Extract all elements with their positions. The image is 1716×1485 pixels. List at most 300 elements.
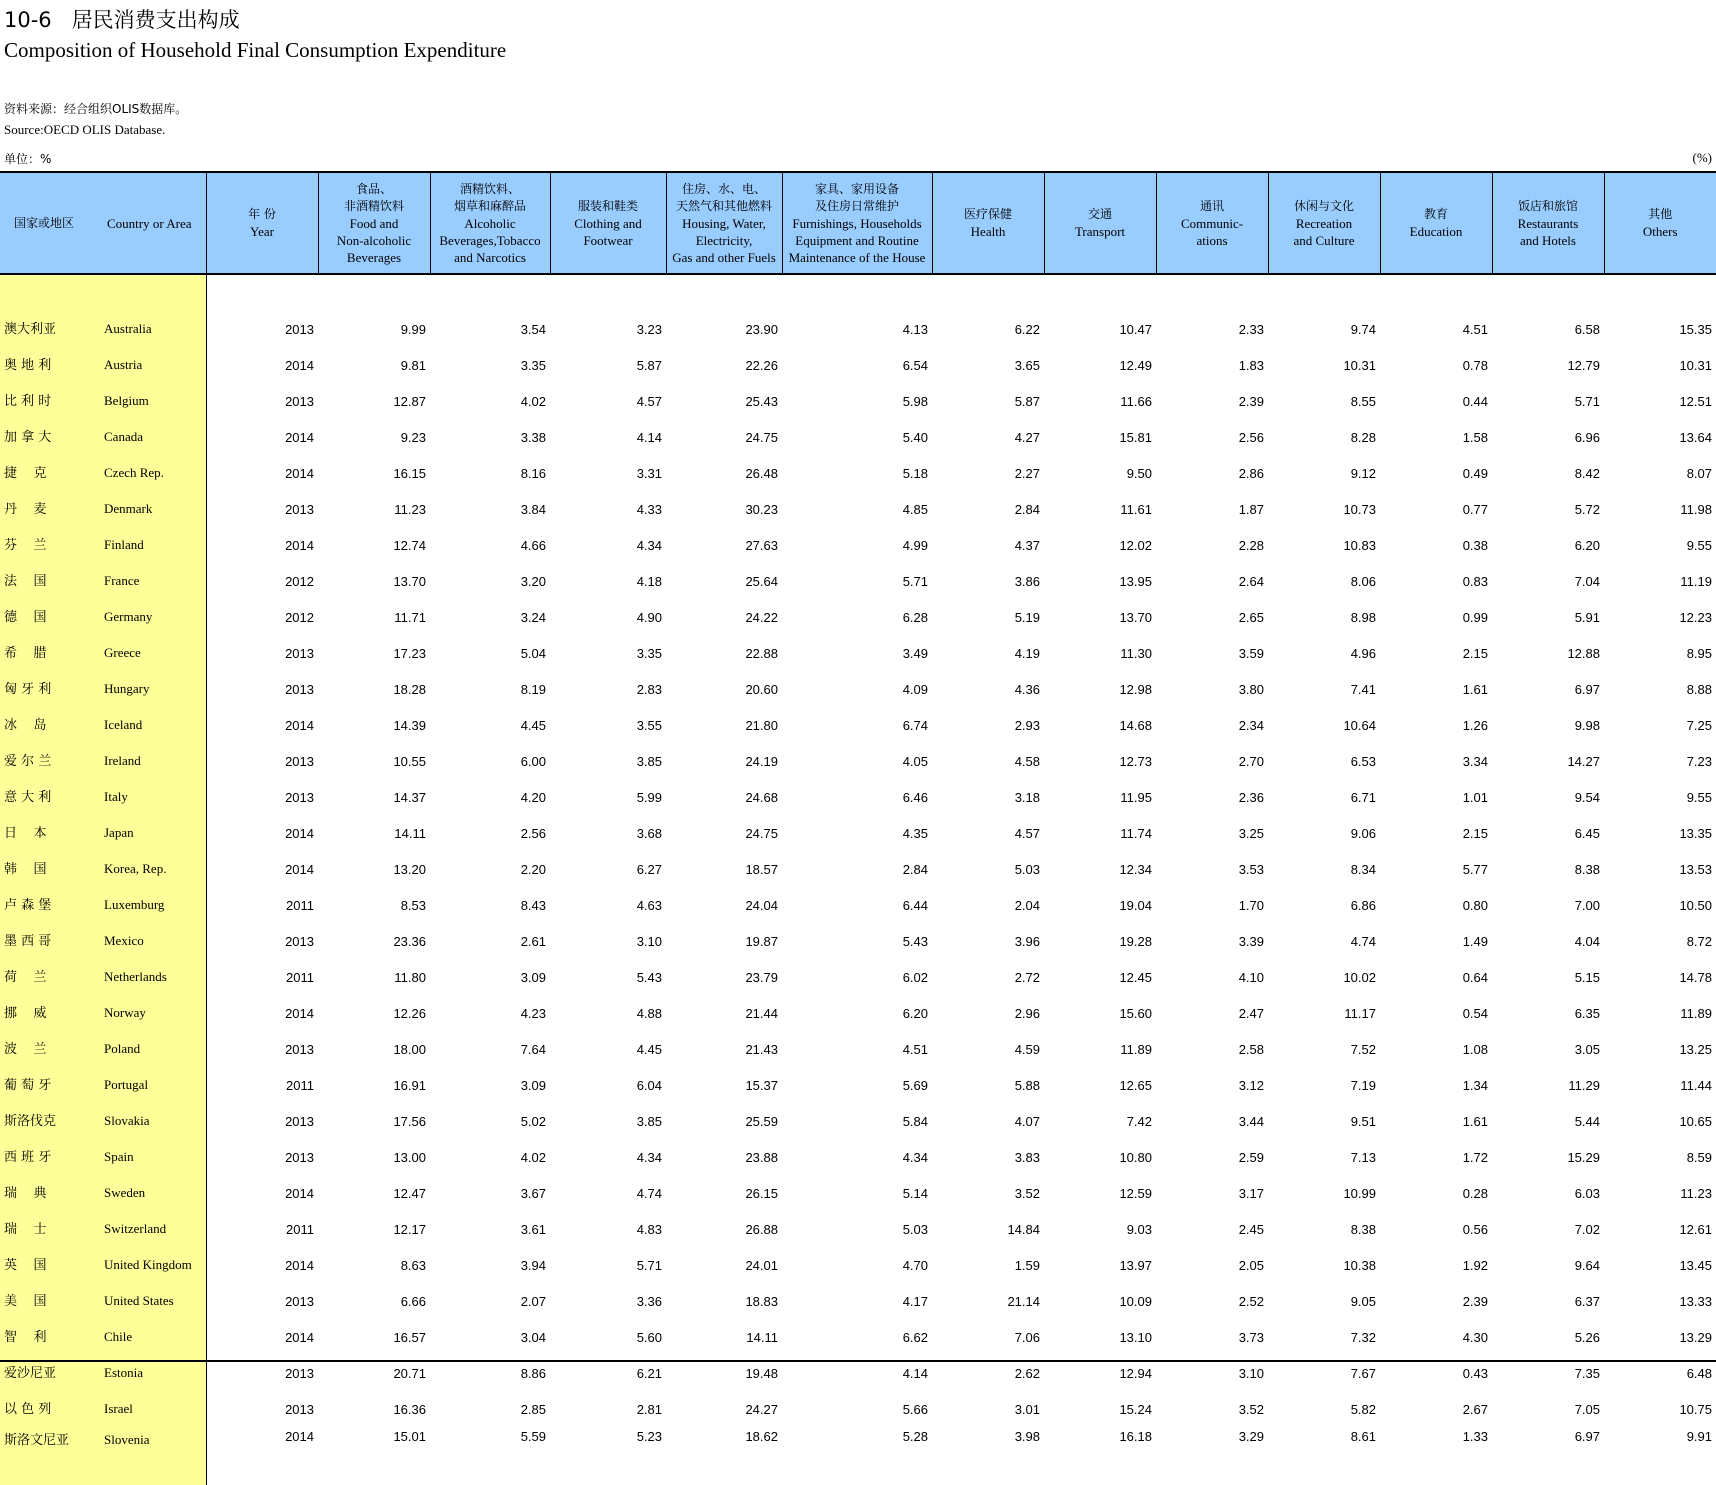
value-cell: 8.42 <box>1574 466 1600 481</box>
value-cell: 19.48 <box>745 1366 778 1381</box>
table-row <box>0 1241 1716 1277</box>
value-cell: 7.05 <box>1574 1402 1600 1417</box>
value-cell: 4.63 <box>636 898 662 913</box>
value-cell: 27.63 <box>745 538 778 553</box>
country-name-cn: 冰 岛 <box>4 718 47 733</box>
value-cell: 12.02 <box>1119 538 1152 553</box>
value-cell: 6.28 <box>902 610 928 625</box>
country-name-en: United States <box>104 1293 174 1308</box>
country-cell <box>0 1025 206 1061</box>
value-cell: 5.03 <box>1014 862 1040 877</box>
country-name-en: Spain <box>104 1149 134 1164</box>
value-cell: 4.51 <box>902 1042 928 1057</box>
value-cell: 15.01 <box>393 1429 426 1444</box>
value-cell: 10.80 <box>1119 1150 1152 1165</box>
value-cell: 12.47 <box>393 1186 426 1201</box>
value-cell: 25.43 <box>745 394 778 409</box>
value-cell: 12.74 <box>393 538 426 553</box>
value-cell: 23.90 <box>745 322 778 337</box>
value-cell: 4.37 <box>1014 538 1040 553</box>
country-name-cn: 美 国 <box>4 1294 47 1309</box>
table-row <box>0 1349 1716 1385</box>
value-cell: 4.14 <box>636 430 662 445</box>
header-category-en: Non-alcoholic <box>336 232 412 248</box>
table-row <box>0 1097 1716 1133</box>
year-cell: 2011 <box>286 898 314 913</box>
value-cell: 3.36 <box>636 1294 662 1309</box>
value-cell: 3.49 <box>902 646 928 661</box>
value-cell: 3.67 <box>520 1186 546 1201</box>
value-cell: 3.44 <box>1238 1114 1264 1129</box>
country-name-cn: 瑞 士 <box>4 1222 47 1237</box>
value-cell: 8.16 <box>520 466 546 481</box>
value-cell: 4.70 <box>902 1258 928 1273</box>
value-cell: 7.02 <box>1574 1222 1600 1237</box>
header-category-en: Alcoholic <box>464 215 516 231</box>
value-cell: 16.15 <box>393 466 426 481</box>
value-cell: 5.04 <box>520 646 546 661</box>
country-cell <box>0 1061 206 1097</box>
value-cell: 8.72 <box>1686 934 1712 949</box>
value-cell: 7.13 <box>1350 1150 1376 1165</box>
value-cell: 21.43 <box>745 1042 778 1057</box>
value-cell: 3.34 <box>1462 754 1488 769</box>
value-cell: 10.55 <box>393 754 426 769</box>
value-cell: 23.88 <box>745 1150 778 1165</box>
value-cell: 9.55 <box>1686 790 1712 805</box>
value-cell: 14.68 <box>1119 718 1152 733</box>
value-cell: 6.27 <box>636 862 662 877</box>
unit-label-right: (%) <box>1692 150 1712 165</box>
header-category-8 <box>1268 172 1380 274</box>
header-category-cn: 住房、水、电、 <box>681 181 766 196</box>
country-cell <box>0 593 206 629</box>
value-cell: 4.58 <box>1014 754 1040 769</box>
value-cell: 7.00 <box>1574 898 1600 913</box>
country-cell <box>0 1169 206 1205</box>
value-cell: 2.86 <box>1238 466 1264 481</box>
country-name-cn: 葡 萄 牙 <box>4 1078 52 1093</box>
country-name-en: Belgium <box>104 393 149 408</box>
value-cell: 11.95 <box>1120 790 1152 805</box>
country-cell <box>0 809 206 845</box>
country-cell <box>0 917 206 953</box>
header-category-en: Maintenance of the House <box>788 249 926 265</box>
country-cell <box>0 1241 206 1277</box>
year-cell: 2014 <box>285 466 314 481</box>
country-name-cn: 瑞 典 <box>4 1186 47 1201</box>
year-cell: 2013 <box>285 790 314 805</box>
country-name-cn: 挪 威 <box>4 1006 47 1021</box>
value-cell: 2.84 <box>902 862 928 877</box>
country-cell <box>0 449 206 485</box>
year-cell: 2013 <box>285 754 314 769</box>
value-cell: 10.83 <box>1343 538 1376 553</box>
value-cell: 9.74 <box>1350 322 1376 337</box>
country-name-en: Chile <box>104 1329 133 1344</box>
value-cell: 5.82 <box>1350 1402 1376 1417</box>
country-cell <box>0 341 206 377</box>
value-cell: 19.04 <box>1119 898 1152 913</box>
table-row <box>0 917 1716 953</box>
country-cell <box>0 701 206 737</box>
country-cell <box>0 521 206 557</box>
table-row <box>0 485 1716 521</box>
value-cell: 10.47 <box>1119 322 1152 337</box>
value-cell: 12.45 <box>1119 970 1152 985</box>
header-category-cn: 天然气和其他燃料 <box>675 198 772 213</box>
value-cell: 2.64 <box>1238 574 1264 589</box>
value-cell: 1.33 <box>1462 1429 1488 1444</box>
value-cell: 13.97 <box>1119 1258 1152 1273</box>
country-cell <box>0 305 206 341</box>
country-name-en: Switzerland <box>104 1221 167 1236</box>
value-cell: 2.15 <box>1462 646 1488 661</box>
value-cell: 8.95 <box>1686 646 1712 661</box>
value-cell: 2.56 <box>520 826 546 841</box>
value-cell: 5.71 <box>1574 394 1600 409</box>
country-cell <box>0 953 206 989</box>
value-cell: 24.75 <box>745 430 778 445</box>
value-cell: 2.65 <box>1238 610 1264 625</box>
value-cell: 12.73 <box>1119 754 1152 769</box>
value-cell: 24.04 <box>745 898 778 913</box>
header-category-en: Health <box>970 224 1006 239</box>
value-cell: 11.19 <box>1680 574 1712 589</box>
value-cell: 16.36 <box>393 1402 426 1417</box>
value-cell: 4.30 <box>1462 1330 1488 1345</box>
value-cell: 5.72 <box>1574 502 1600 517</box>
value-cell: 5.69 <box>902 1078 928 1093</box>
value-cell: 9.06 <box>1350 826 1376 841</box>
country-cell <box>0 1277 206 1313</box>
table-row <box>0 1385 1716 1421</box>
value-cell: 10.31 <box>1343 358 1376 373</box>
value-cell: 5.77 <box>1462 862 1488 877</box>
value-cell: 5.43 <box>902 934 928 949</box>
country-name-en: Austria <box>104 357 143 372</box>
value-cell: 5.15 <box>1574 970 1600 985</box>
unit-label-cn: 单位：% <box>4 152 52 166</box>
value-cell: 15.29 <box>1567 1150 1600 1165</box>
table-row <box>0 1061 1716 1097</box>
value-cell: 5.23 <box>636 1429 662 1444</box>
value-cell: 4.05 <box>902 754 928 769</box>
value-cell: 8.61 <box>1350 1429 1376 1444</box>
value-cell: 12.59 <box>1119 1186 1152 1201</box>
country-cell <box>0 1313 206 1349</box>
table-row <box>0 881 1716 917</box>
value-cell: 4.04 <box>1574 934 1600 949</box>
value-cell: 7.04 <box>1574 574 1600 589</box>
value-cell: 3.25 <box>1238 826 1264 841</box>
value-cell: 3.24 <box>520 610 546 625</box>
table-row <box>0 305 1716 341</box>
value-cell: 2.81 <box>636 1402 662 1417</box>
value-cell: 8.55 <box>1350 394 1376 409</box>
country-name-en: Norway <box>104 1005 146 1020</box>
value-cell: 2.07 <box>520 1294 546 1309</box>
value-cell: 24.22 <box>745 610 778 625</box>
header-category-cn: 非酒精饮料 <box>343 198 404 213</box>
header-category-en: Restaurants <box>1517 215 1579 231</box>
header-category-cn: 交通 <box>1087 207 1112 221</box>
page-title-en: Composition of Household Final Consumption Expenditure <box>4 38 507 62</box>
value-cell: 7.41 <box>1350 682 1376 697</box>
value-cell: 11.29 <box>1568 1078 1600 1093</box>
value-cell: 21.14 <box>1007 1294 1040 1309</box>
country-cell <box>0 413 206 449</box>
value-cell: 9.54 <box>1574 790 1600 805</box>
value-cell: 13.35 <box>1679 826 1712 841</box>
value-cell: 8.43 <box>520 898 546 913</box>
country-name-en: Canada <box>104 429 143 444</box>
value-cell: 6.22 <box>1014 322 1040 337</box>
value-cell: 11.89 <box>1680 1006 1712 1021</box>
country-name-cn: 法 国 <box>4 574 47 589</box>
value-cell: 6.37 <box>1574 1294 1600 1309</box>
value-cell: 4.57 <box>636 394 662 409</box>
value-cell: 2.85 <box>520 1402 546 1417</box>
country-name-en: Hungary <box>104 681 150 696</box>
year-cell: 2013 <box>285 394 314 409</box>
table-row <box>0 1025 1716 1061</box>
value-cell: 22.26 <box>745 358 778 373</box>
value-cell: 4.14 <box>902 1366 928 1381</box>
value-cell: 2.61 <box>520 934 546 949</box>
value-cell: 16.57 <box>393 1330 426 1345</box>
value-cell: 9.64 <box>1574 1258 1600 1273</box>
value-cell: 4.33 <box>636 502 662 517</box>
value-cell: 5.71 <box>636 1258 662 1273</box>
value-cell: 3.84 <box>520 502 546 517</box>
value-cell: 3.31 <box>636 466 662 481</box>
value-cell: 18.28 <box>393 682 426 697</box>
value-cell: 8.88 <box>1686 682 1712 697</box>
header-category-en: and Narcotics <box>454 249 526 265</box>
table-row <box>0 629 1716 665</box>
header-category-4 <box>782 172 932 274</box>
value-cell: 11.23 <box>1680 1186 1712 1201</box>
country-name-cn: 卢 森 堡 <box>4 898 52 913</box>
value-cell: 10.38 <box>1343 1258 1376 1273</box>
value-cell: 3.38 <box>520 430 546 445</box>
value-cell: 3.20 <box>520 574 546 589</box>
header-category-en: and Culture <box>1293 232 1355 248</box>
value-cell: 1.58 <box>1462 430 1488 445</box>
header-category-7 <box>1156 172 1268 274</box>
table-row <box>0 1277 1716 1313</box>
value-cell: 6.97 <box>1574 682 1600 697</box>
value-cell: 24.01 <box>745 1258 778 1273</box>
value-cell: 6.62 <box>902 1330 928 1345</box>
value-cell: 11.23 <box>394 502 426 517</box>
header-category-5 <box>932 172 1044 274</box>
value-cell: 12.23 <box>1679 610 1712 625</box>
value-cell: 9.99 <box>400 322 426 337</box>
year-cell: 2014 <box>285 1429 314 1444</box>
value-cell: 3.39 <box>1238 934 1264 949</box>
value-cell: 5.03 <box>902 1222 928 1237</box>
value-cell: 4.07 <box>1014 1114 1040 1129</box>
value-cell: 2.52 <box>1238 1294 1264 1309</box>
country-cell <box>0 845 206 881</box>
country-name-en: United Kingdom <box>104 1257 192 1272</box>
value-cell: 3.86 <box>1014 574 1040 589</box>
value-cell: 5.99 <box>636 790 662 805</box>
value-cell: 5.91 <box>1574 610 1600 625</box>
value-cell: 1.83 <box>1238 358 1264 373</box>
year-cell: 2014 <box>285 1330 314 1345</box>
value-cell: 4.09 <box>902 682 928 697</box>
table-row <box>0 377 1716 413</box>
header-category-0 <box>318 172 430 274</box>
value-cell: 4.35 <box>902 826 928 841</box>
header-category-cn: 通讯 <box>1199 198 1224 213</box>
value-cell: 10.65 <box>1679 1114 1712 1129</box>
value-cell: 1.87 <box>1238 502 1264 517</box>
value-cell: 5.40 <box>902 430 928 445</box>
value-cell: 2.28 <box>1238 538 1264 553</box>
value-cell: 4.59 <box>1014 1042 1040 1057</box>
value-cell: 6.20 <box>902 1006 928 1021</box>
country-name-cn: 韩 国 <box>4 862 47 877</box>
year-cell: 2013 <box>285 1402 314 1417</box>
value-cell: 4.57 <box>1014 826 1040 841</box>
header-category-en: Footwear <box>583 232 633 248</box>
value-cell: 2.39 <box>1238 394 1264 409</box>
country-name-en: Ireland <box>104 753 141 768</box>
country-name-cn: 斯洛文尼亚 <box>4 1433 70 1448</box>
value-cell: 9.51 <box>1350 1114 1376 1129</box>
value-cell: 2.27 <box>1014 466 1040 481</box>
country-name-cn: 智 利 <box>4 1330 47 1345</box>
header-country <box>0 172 206 274</box>
header-category-en: Communic- <box>1180 215 1244 231</box>
value-cell: 8.98 <box>1350 610 1376 625</box>
value-cell: 18.00 <box>393 1042 426 1057</box>
value-cell: 30.23 <box>745 502 778 517</box>
value-cell: 13.95 <box>1119 574 1152 589</box>
country-name-en: Slovenia <box>104 1432 150 1447</box>
value-cell: 16.91 <box>393 1078 426 1093</box>
value-cell: 3.23 <box>636 322 662 337</box>
header-country-en: Country or Area <box>107 215 192 231</box>
value-cell: 18.83 <box>745 1294 778 1309</box>
value-cell: 1.61 <box>1462 682 1488 697</box>
country-name-cn: 澳大利亚 <box>4 322 57 337</box>
country-name-en: Australia <box>104 321 152 336</box>
value-cell: 21.44 <box>745 1006 778 1021</box>
country-name-cn: 波 兰 <box>4 1042 47 1057</box>
page-title-cn: 10-6 居民消费支出构成 <box>4 8 240 32</box>
value-cell: 4.36 <box>1014 682 1040 697</box>
value-cell: 5.14 <box>902 1186 928 1201</box>
value-cell: 12.49 <box>1119 358 1152 373</box>
country-cell <box>0 1421 206 1485</box>
value-cell: 26.88 <box>745 1222 778 1237</box>
value-cell: 1.49 <box>1462 934 1488 949</box>
value-cell: 19.28 <box>1119 934 1152 949</box>
value-cell: 3.85 <box>636 1114 662 1129</box>
value-cell: 4.34 <box>636 1150 662 1165</box>
year-cell: 2014 <box>285 1006 314 1021</box>
value-cell: 4.18 <box>636 574 662 589</box>
value-cell: 9.98 <box>1574 718 1600 733</box>
value-cell: 3.94 <box>520 1258 546 1273</box>
value-cell: 1.08 <box>1462 1042 1488 1057</box>
value-cell: 8.07 <box>1686 466 1712 481</box>
value-cell: 13.45 <box>1679 1258 1712 1273</box>
header-category-en: Gas and other Fuels <box>672 249 776 265</box>
value-cell: 0.64 <box>1462 970 1488 985</box>
header-category-en: Education <box>1409 224 1463 239</box>
value-cell: 20.71 <box>393 1366 426 1381</box>
value-cell: 10.73 <box>1343 502 1376 517</box>
value-cell: 4.45 <box>520 718 546 733</box>
value-cell: 4.27 <box>1014 430 1040 445</box>
spacer-cell <box>206 274 1716 305</box>
value-cell: 9.50 <box>1126 466 1152 481</box>
table-row <box>0 1421 1716 1485</box>
value-cell: 2.20 <box>520 862 546 877</box>
value-cell: 18.57 <box>745 862 778 877</box>
country-name-en: Denmark <box>104 501 153 516</box>
year-cell: 2014 <box>285 358 314 373</box>
value-cell: 4.74 <box>1350 934 1376 949</box>
value-cell: 15.35 <box>1679 322 1712 337</box>
value-cell: 6.96 <box>1574 430 1600 445</box>
value-cell: 10.99 <box>1343 1186 1376 1201</box>
country-cell <box>0 665 206 701</box>
value-cell: 6.66 <box>400 1294 426 1309</box>
value-cell: 4.51 <box>1462 322 1488 337</box>
table-row <box>0 557 1716 593</box>
value-cell: 6.71 <box>1350 790 1376 805</box>
value-cell: 8.34 <box>1350 862 1376 877</box>
value-cell: 7.25 <box>1686 718 1712 733</box>
value-cell: 15.37 <box>745 1078 778 1093</box>
value-cell: 12.88 <box>1567 646 1600 661</box>
value-cell: 7.32 <box>1350 1330 1376 1345</box>
header-category-en: Food and <box>349 215 399 231</box>
value-cell: 4.20 <box>520 790 546 805</box>
value-cell: 1.72 <box>1462 1150 1488 1165</box>
value-cell: 10.75 <box>1679 1402 1712 1417</box>
header-year <box>206 172 318 274</box>
country-cell <box>0 629 206 665</box>
header-year-cn: 年 份 <box>248 207 276 221</box>
header-category-cn: 酒精饮料、 <box>459 181 520 196</box>
header-category-en: and Hotels <box>1520 232 1576 248</box>
header-category-en: Recreation <box>1295 215 1353 231</box>
value-cell: 6.54 <box>902 358 928 373</box>
value-cell: 7.64 <box>520 1042 546 1057</box>
value-cell: 10.64 <box>1343 718 1376 733</box>
header-category-9 <box>1380 172 1492 274</box>
value-cell: 2.34 <box>1238 718 1264 733</box>
value-cell: 0.54 <box>1462 1006 1488 1021</box>
value-cell: 12.98 <box>1119 682 1152 697</box>
header-category-en: Beverages <box>346 249 402 265</box>
header-category-en: Housing, Water, <box>682 215 766 231</box>
value-cell: 3.65 <box>1014 358 1040 373</box>
year-cell: 2014 <box>285 862 314 877</box>
value-cell: 3.17 <box>1238 1186 1264 1201</box>
value-cell: 26.15 <box>745 1186 778 1201</box>
table-row <box>0 1169 1716 1205</box>
value-cell: 6.04 <box>636 1078 662 1093</box>
